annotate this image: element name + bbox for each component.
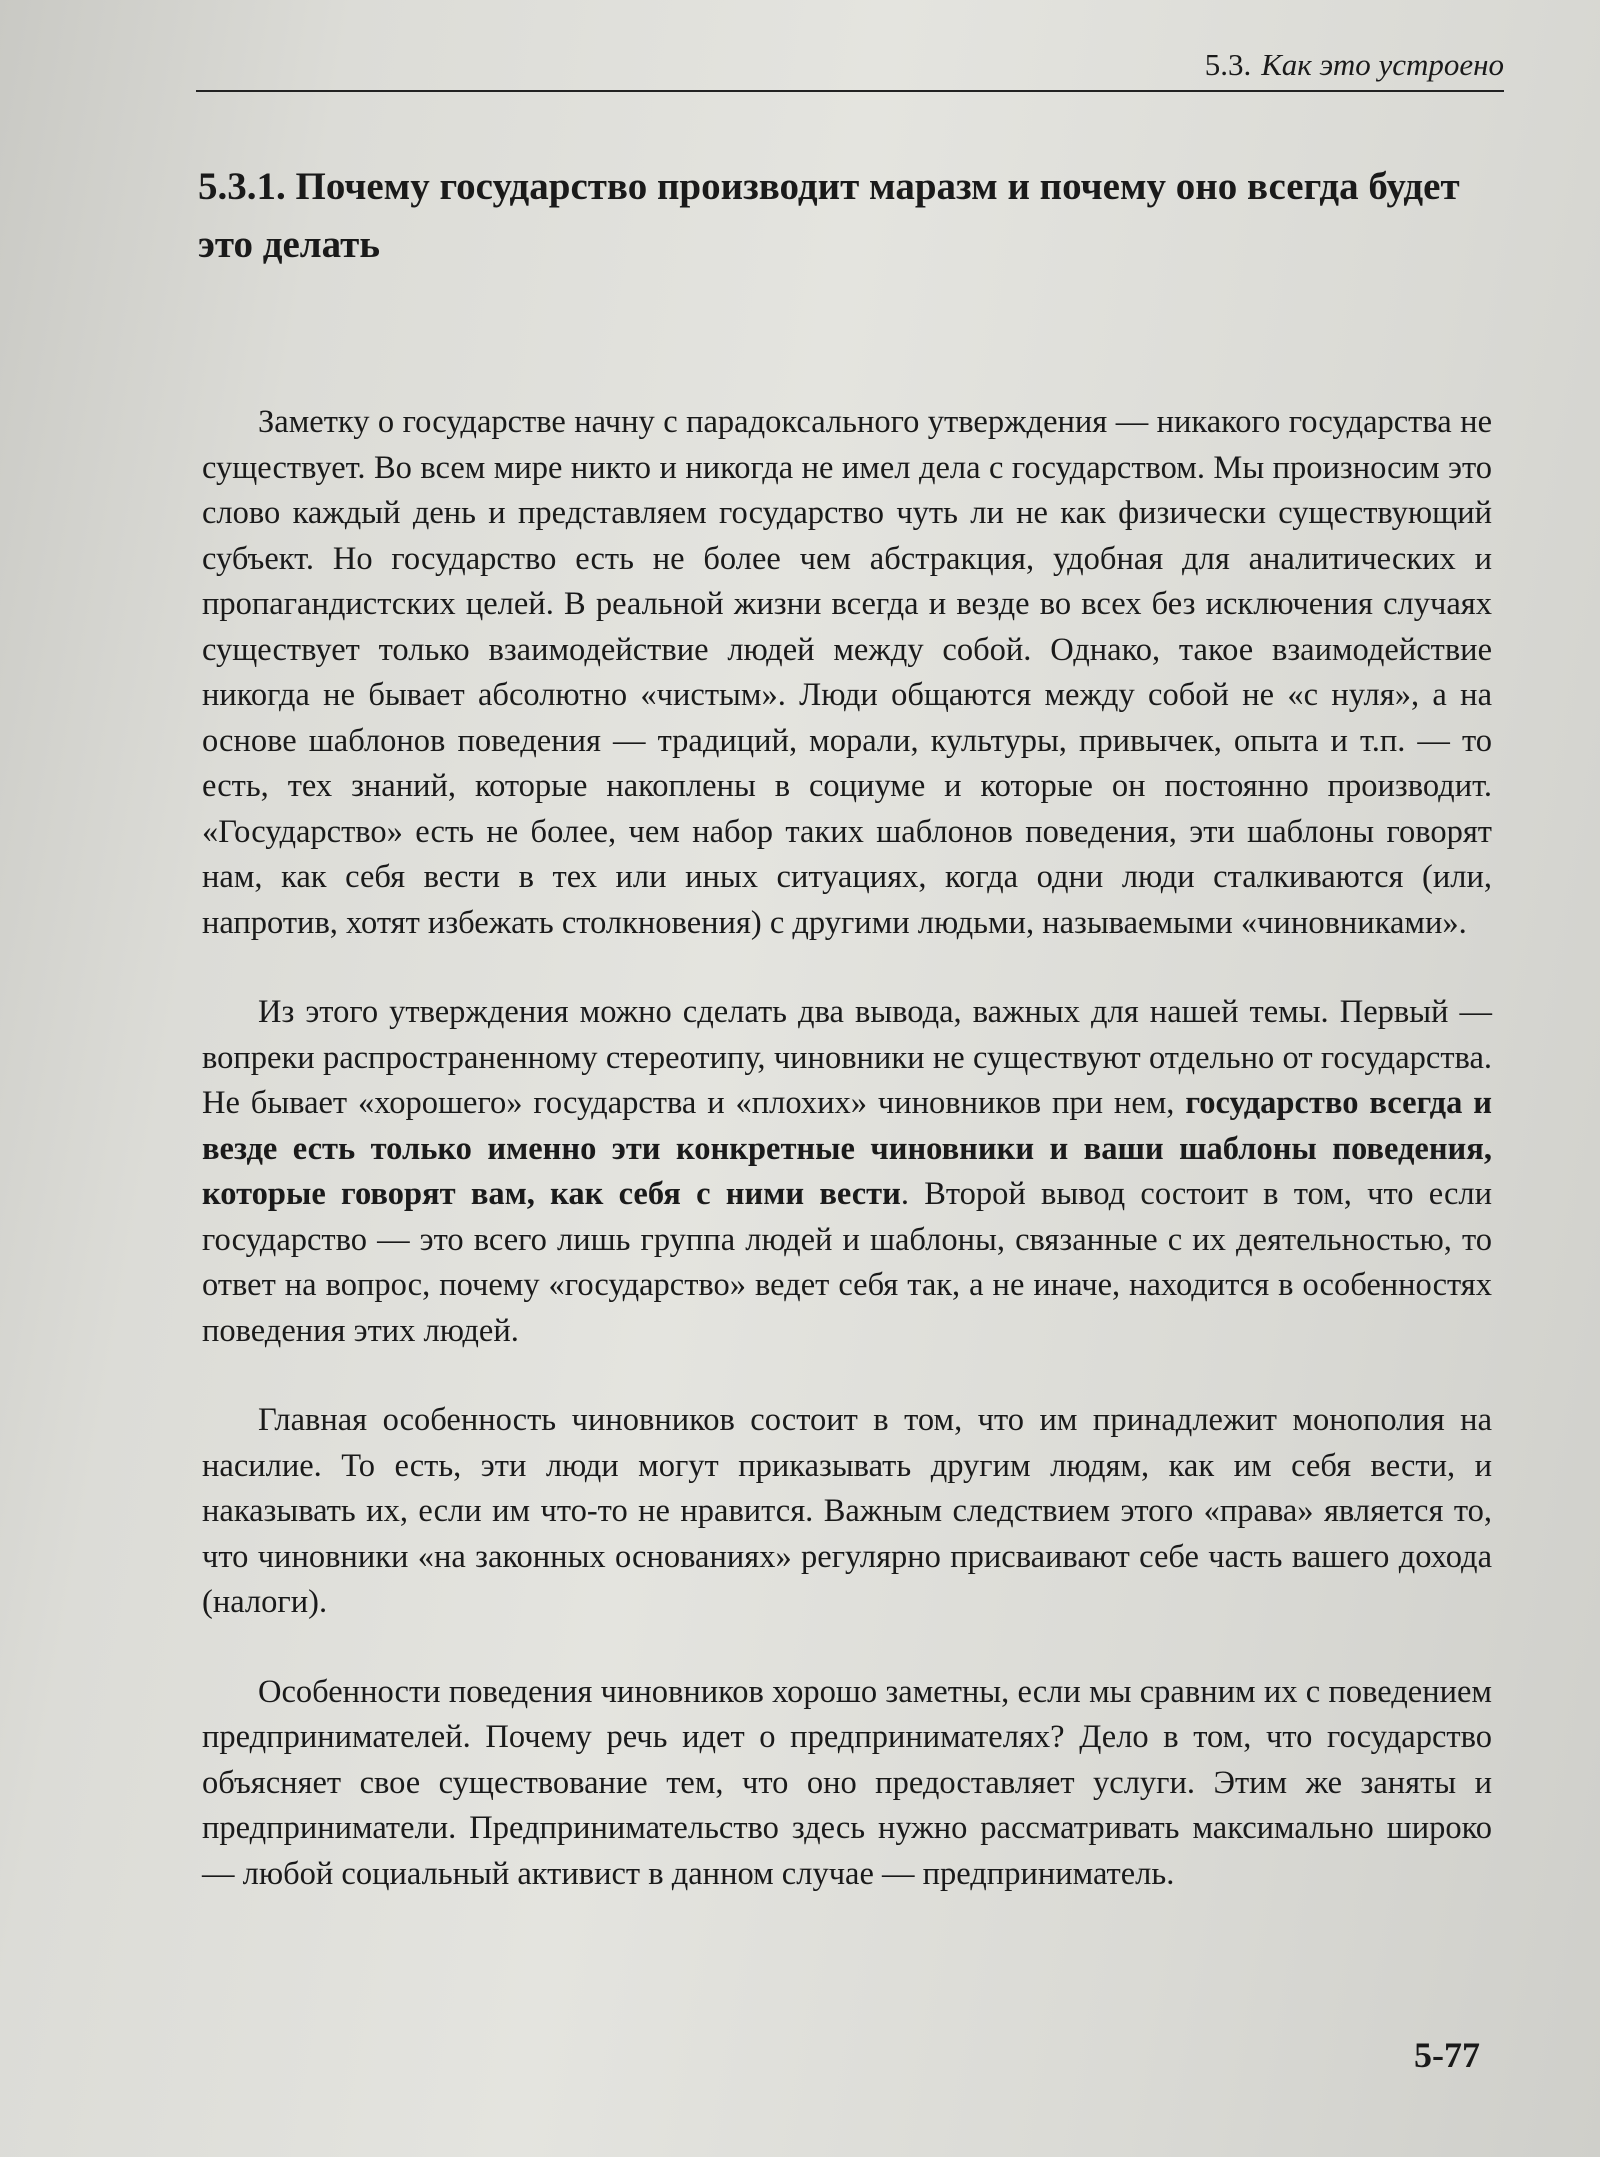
paragraph-2-text-b: . Второй вывод состоит в том, что если государство — это всего лишь группа людей и шаблоны, связанные с их деятельностью, то ответ на вопрос, почему «государство» ведет себя так, а не иначе, находится в особенностях поведения этих людей.: [202, 1176, 1492, 1349]
paragraph-2-emphasis: государство всегда и везде есть только именно эти конкретные чиновники и ваши шаблоны поведения, которые говорят вам, как себя с ними вести: [202, 1085, 1492, 1212]
body-text: [202, 400, 1492, 1941]
paragraph-3: Главная особенность чиновников состоит в том, что им принадлежит монополия на насилие. То есть, эти люди могут приказывать другим людям, как им себя вести, и наказывать их, если им что-то не нравится. Важным следствием этого «права» является то, что чиновники «на законных основаниях» регулярно присваивают себе часть вашего дохода (налоги).: [202, 1402, 1492, 1620]
running-header: [196, 40, 1504, 92]
paragraph-2-text-a: Из этого утверждения можно сделать два вывода, важных для нашей темы. Первый — вопреки распространенному стереотипу, чиновники не существуют отдельно от государства. Не бывает «хорошего» государства и «плохих» чиновников при нем,: [202, 994, 1492, 1121]
paragraph-1: Заметку о государстве начну с парадоксального утверждения — никакого государства не существует. Во всем мире никто и никогда не имел дела с государством. Мы произносим это слово каждый день и представляем государство чуть ли не как физически существующий субъект. Но государство есть не более чем абстракция, удобная для аналитических и пропагандистских целей. В реальной жизни всегда и везде во всех без исключения случаях существует только взаимодействие людей между собой. Однако, такое взаимодействие никогда не бывает абсолютно «чистым». Люди общаются между собой не «с нуля», а на основе шаблонов поведения — традиций, морали, культуры, привычек, опыта и т.п. — то есть, тех знаний, которые накоплены в социуме и которые он постоянно производит. «Государство» есть не более, чем набор таких шаблонов поведения, эти шаблоны говорят нам, как себя вести в тех или иных ситуациях, когда одни люди сталкиваются (или, напротив, хотят избежать столкновения) с другими людьми, называемыми «чиновниками».: [202, 404, 1492, 941]
section-title: 5.3.1. Почему государство производит маразм и почему оно всегда будет это делать: [198, 165, 1460, 266]
header-section-title: Как это устроено: [1261, 47, 1504, 82]
paragraph-4: Особенности поведения чиновников хорошо заметны, если мы сравним их с поведением предпринимателей. Почему речь идет о предпринимателях? Дело в том, что государство объясняет свое существование тем, что оно предоставляет услуги. Этим же заняты и предприниматели. Предпринимательство здесь нужно рассматривать максимально широко — любой социальный активист в данном случае — предприниматель.: [202, 1673, 1492, 1892]
paragraph-2: [202, 990, 1492, 1354]
page-number: 5-77: [1414, 2035, 1480, 2075]
header-section-number: 5.3.: [1204, 47, 1252, 82]
